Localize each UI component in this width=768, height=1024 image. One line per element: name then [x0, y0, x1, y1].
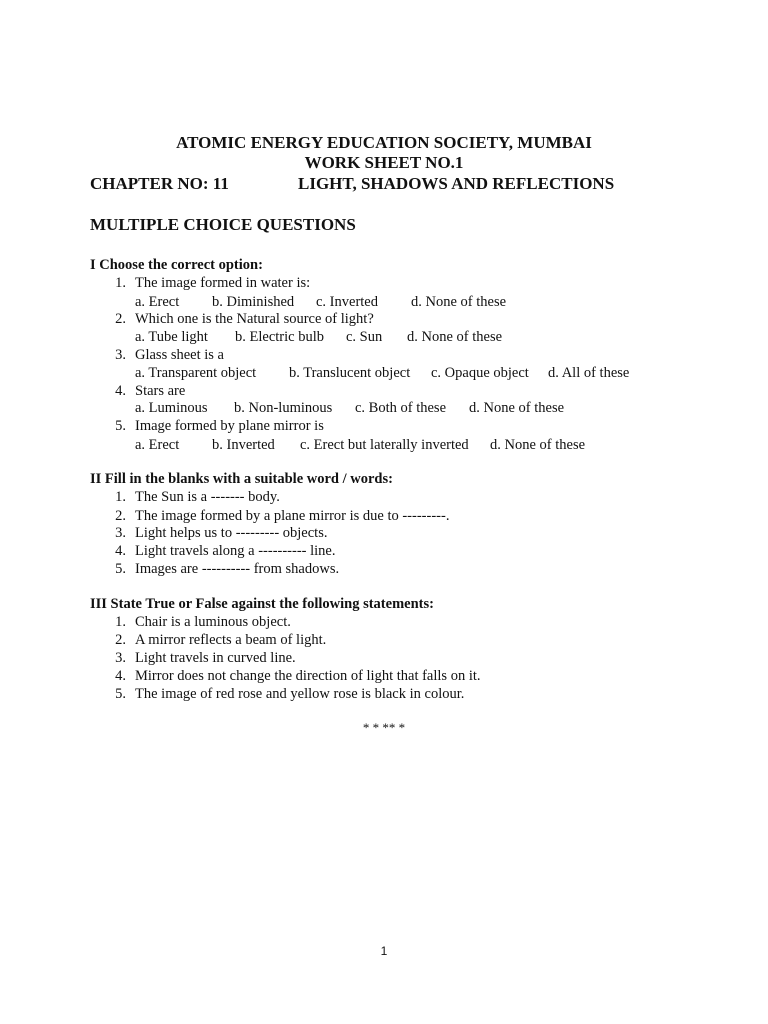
option-a: a. Transparent object [135, 365, 257, 381]
option-a: a. Tube light [135, 329, 208, 345]
option-d: d. None of these [407, 329, 503, 345]
item-text: A mirror reflects a beam of light. [135, 632, 327, 648]
option-c: c. Erect but laterally inverted [300, 437, 469, 453]
item-text: Light helps us to --------- objects. [135, 525, 328, 541]
option-b: b. Non-luminous [234, 400, 333, 416]
question-text: Image formed by plane mirror is [135, 418, 324, 434]
option-c: c. Opaque object [431, 365, 529, 381]
item-text: Chair is a luminous object. [135, 614, 291, 630]
question-text: Glass sheet is a [135, 347, 224, 363]
item-number: 1. [115, 489, 126, 505]
option-d: d. None of these [411, 294, 507, 310]
item-number: 4. [115, 543, 126, 559]
item-text: Light travels in curved line. [135, 650, 296, 666]
section3-heading: III State True or False against the following statements: [90, 596, 434, 612]
question-number: 2. [115, 311, 126, 327]
question-number: 5. [115, 418, 126, 434]
item-number: 2. [115, 508, 126, 524]
option-c: c. Inverted [316, 294, 378, 310]
society-title: ATOMIC ENERGY EDUCATION SOCIETY, MUMBAI [176, 133, 592, 152]
option-a: a. Erect [135, 437, 180, 453]
item-number: 2. [115, 632, 126, 648]
item-number: 5. [115, 561, 126, 577]
end-marker: * * ** * [362, 720, 406, 735]
item-number: 3. [115, 525, 126, 541]
question-number: 1. [115, 275, 126, 291]
chapter-line [90, 174, 615, 194]
item-number: 4. [115, 668, 126, 684]
option-a: a. Luminous [135, 400, 208, 416]
page-number: 1 [380, 944, 388, 958]
item-number: 3. [115, 650, 126, 666]
question-text: Stars are [135, 383, 186, 399]
chapter-number: CHAPTER NO: 11 [90, 174, 229, 193]
option-d: d. All of these [548, 365, 630, 381]
item-text: Images are ---------- from shadows. [135, 561, 340, 577]
option-d: d. None of these [469, 400, 565, 416]
mcq-heading: MULTIPLE CHOICE QUESTIONS [90, 215, 356, 234]
worksheet-title: WORK SHEET NO.1 [304, 153, 464, 172]
option-d: d. None of these [490, 437, 586, 453]
option-c: c. Both of these [355, 400, 447, 416]
option-a: a. Erect [135, 294, 180, 310]
item-text: The image formed by a plane mirror is due to ---------. [135, 508, 450, 524]
item-number: 5. [115, 686, 126, 702]
item-text: Mirror does not change the direction of light that falls on it. [135, 668, 481, 684]
option-c: c. Sun [346, 329, 383, 345]
option-b: b. Inverted [212, 437, 275, 453]
option-b: b. Electric bulb [235, 329, 324, 345]
question-text: The image formed in water is: [135, 275, 311, 291]
option-b: b. Translucent object [289, 365, 411, 381]
question-number: 3. [115, 347, 126, 363]
question-text: Which one is the Natural source of light? [135, 311, 374, 327]
item-text: The Sun is a ------- body. [135, 489, 280, 505]
section1-heading: I Choose the correct option: [90, 257, 263, 273]
chapter-title: LIGHT, SHADOWS AND REFLECTIONS [298, 174, 615, 193]
option-b: b. Diminished [212, 294, 295, 310]
question-number: 4. [115, 383, 126, 399]
section2-heading: II Fill in the blanks with a suitable word / words: [90, 471, 393, 487]
item-number: 1. [115, 614, 126, 630]
item-text: Light travels along a ---------- line. [135, 543, 336, 559]
item-text: The image of red rose and yellow rose is black in colour. [135, 686, 465, 702]
